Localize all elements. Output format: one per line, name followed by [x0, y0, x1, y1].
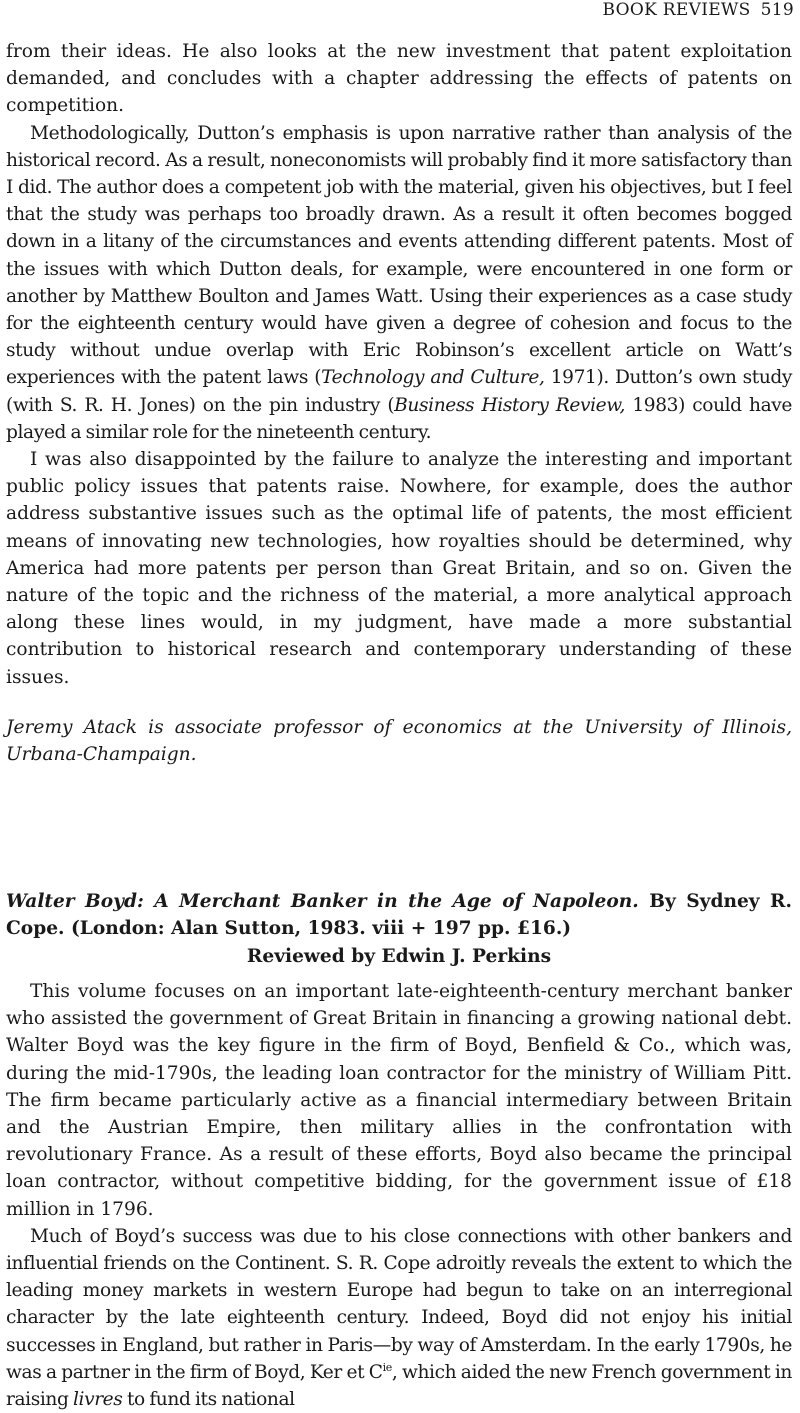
review-heading: [6, 888, 792, 942]
paragraph-methodology: Methodologically, Dutton’s emphasis is upon narrative rather than analysis of the historical record. As a result, noneconomists will probably find it more satisfactory than I did. The author does a competent job with the material, given his objectives, but I feel that the study was perhaps too broadly drawn. As a result it often becomes bogged down in a litany of the circumstances and events attending different patents. Most of the issues with which Dutton deals, for example, were encountered in one form or another by Matthew Boulton and James Watt. Using their experiences as a case study for the eighteenth century would have given a degree of cohesion and focus to the study without undue overlap with Eric Robinson’s excellent article on Watt’s experiences with the patent laws (Technology and Culture, 1971). Dutton’s own study (with S. R. H. Jones) on the pin industry (Business History Review, 1983) could have played a similar role for the nineteenth century.: [6, 122, 792, 443]
page-body: [6, 38, 792, 1413]
paragraph-policy: I was also disappointed by the failure to analyze the interesting and important public policy issues that patents raise. Nowhere, for example, does the author address substantive issues such as the optimal life of patents, the most efficient means of innovating new technologies, how royalties should be determined, why America had more patents per person than Great Britain, and so on. Given the nature of the topic and the richness of the material, a more analytical approach along these lines would, in my judgment, have made a more substantial contribution to historical research and contemporary understanding of these issues.: [6, 449, 792, 688]
journal-title: Business History Review,: [394, 394, 626, 416]
reviewed-by: Reviewed by Edwin J. Perkins: [246, 945, 552, 967]
book-title: Walter Boyd: A Merchant Banker in the Age of Napoleon.: [6, 891, 639, 913]
page-number: 519: [760, 0, 794, 20]
running-head-title: BOOK REVIEWS: [602, 0, 751, 20]
paragraph-continuation: from their ideas. He also looks at the new investment that patent exploitation demanded, and concludes with a chapter addressing the effects of patents on competition.: [6, 41, 792, 117]
paragraph-connections: Much of Boyd’s success was due to his close connections with other bankers and influential friends on the Continent. S. R. Cope adroitly reveals the extent to which the leading money markets in western Europe had begun to take on an interregional character by the late eighteenth century. Indeed, Boyd did not enjoy his initial successes in England, but rather in Paris—by way of Amsterdam. In the early 1790s, he was a partner in the firm of Boyd, Ker et $C^{ie}$, which aided the new French government in raising livres to fund its national: [6, 1225, 792, 1410]
journal-title: Technology and Culture,: [321, 367, 545, 389]
book-details: By Sydney R. Cope. (London: Alan Sutton, 1983. viii + 197 pp. £16.): [6, 891, 792, 940]
running-head: [603, 0, 794, 20]
reviewer-affiliation: Jeremy Atack is associate professor of economics at the University of Illinois, Urbana-Champaign.: [6, 716, 792, 766]
paragraph-intro: This volume focuses on an important late-eighteenth-century merchant banker who assisted the government of Great Britain in financing a growing national debt. Walter Boyd was the key figure in the firm of Boyd, Benfield & Co., which was, during the mid-1790s, the leading loan contractor for the ministry of William Pitt. The firm became particularly active as a financial intermediary between Britain and the Austrian Empire, then military allies in the confrontation with revolutionary France. As a result of these efforts, Boyd also became the principal loan contractor, without competitive bidding, for the government issue of £18 million in 1796.: [6, 980, 792, 1220]
